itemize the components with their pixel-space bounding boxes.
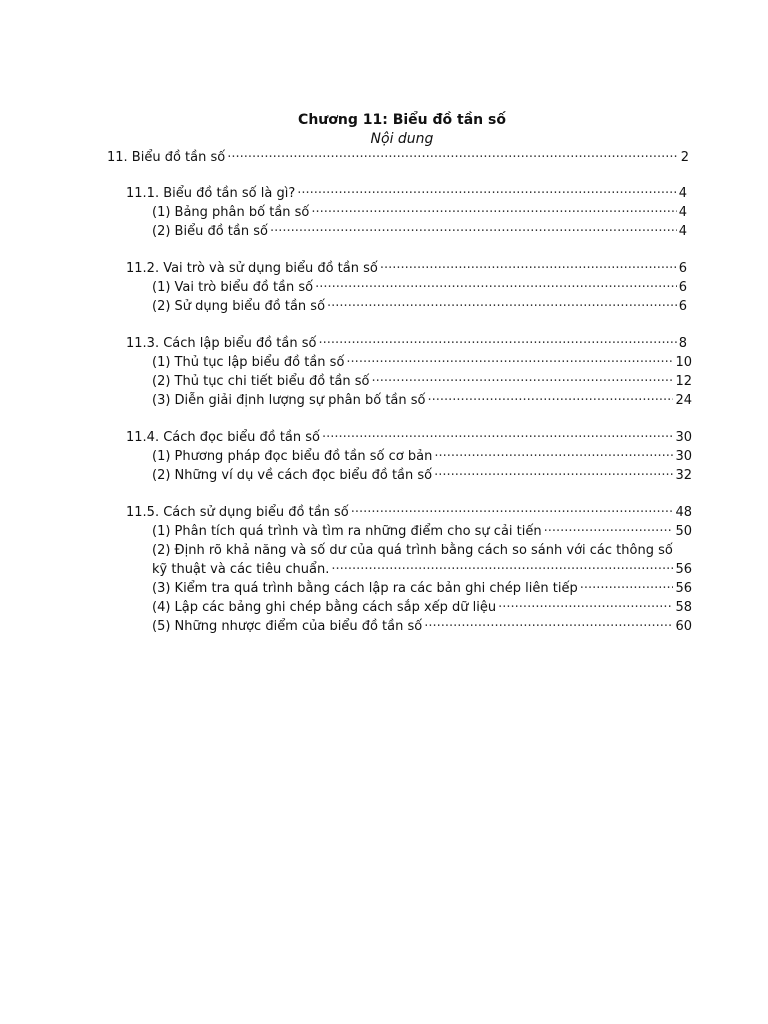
toc-page-number: 30 <box>675 449 692 464</box>
toc-entry-item[interactable] <box>152 522 692 541</box>
toc-entry-label: 11. Biểu đồ tần số <box>107 150 226 165</box>
toc-entry-item[interactable] <box>152 617 692 636</box>
toc-page-number: 10 <box>675 355 692 370</box>
toc-leader-dots <box>315 278 677 297</box>
toc-leader-dots <box>322 428 673 447</box>
toc-entry-item[interactable] <box>152 353 692 372</box>
toc-entry-section[interactable] <box>126 428 692 447</box>
toc-leader-dots <box>351 503 674 522</box>
toc-entry-item[interactable] <box>152 560 692 579</box>
toc-page-number: 4 <box>678 205 687 220</box>
toc-page-number: 6 <box>678 299 687 314</box>
toc-entry-label: 11.2. Vai trò và sử dụng biểu đồ tần số <box>126 261 378 276</box>
toc-entry-label: (1) Bảng phân bố tần số <box>152 205 310 220</box>
toc-leader-dots <box>270 222 677 241</box>
toc-leader-dots <box>424 617 673 636</box>
toc-entry-label: kỹ thuật và các tiêu chuẩn. <box>152 562 330 577</box>
toc-leader-dots <box>227 148 679 167</box>
toc-page-number: 50 <box>675 524 692 539</box>
toc-entry-item[interactable] <box>152 391 692 410</box>
toc-leader-dots <box>498 598 673 617</box>
toc-entry-item[interactable] <box>152 278 687 297</box>
toc-leader-dots <box>346 353 673 372</box>
toc-entry-label: (3) Kiểm tra quá trình bằng cách lập ra các bản ghi chép liên tiếp <box>152 581 578 596</box>
toc-entry-item[interactable] <box>152 466 692 485</box>
toc-entry-label: (1) Phương pháp đọc biểu đồ tần số cơ bản <box>152 449 433 464</box>
toc-entry-label: (4) Lập các bảng ghi chép bằng cách sắp xếp dữ liệu <box>152 600 497 615</box>
toc-page-number: 60 <box>675 619 692 634</box>
toc-entry-section[interactable] <box>126 503 692 522</box>
toc-leader-dots <box>434 447 673 466</box>
toc-entry-item[interactable] <box>152 579 692 598</box>
toc-entry-label: 11.4. Cách đọc biểu đồ tần số <box>126 430 320 445</box>
toc-page-number: 24 <box>675 393 692 408</box>
toc-page-number: 58 <box>675 600 692 615</box>
toc-entry-item[interactable] <box>152 203 687 222</box>
toc-page-number: 30 <box>675 430 692 445</box>
toc-leader-dots <box>331 560 673 579</box>
toc-page-number: 8 <box>678 336 687 351</box>
toc-entry-item[interactable] <box>152 598 692 617</box>
toc-page-number: 6 <box>678 280 687 295</box>
toc-page-number: 2 <box>680 150 689 165</box>
toc-entry-label: (1) Phân tích quá trình và tìm ra những điểm cho sự cải tiến <box>152 524 542 539</box>
toc-entry-label: (2) Biểu đồ tần số <box>152 224 268 239</box>
toc-page-number: 12 <box>675 374 692 389</box>
toc-entry-label: (2) Sử dụng biểu đồ tần số <box>152 299 326 314</box>
toc-leader-dots <box>327 297 677 316</box>
toc-leader-dots <box>311 203 676 222</box>
toc-page-number: 48 <box>675 505 692 520</box>
toc-entry-label: 11.3. Cách lập biểu đồ tần số <box>126 336 317 351</box>
toc-entry-label: (3) Diễn giải định lượng sự phân bố tần số <box>152 393 426 408</box>
chapter-title: Chương 11: Biểu đồ tần số <box>298 112 506 128</box>
toc-entry-label: 11.5. Cách sử dụng biểu đồ tần số <box>126 505 349 520</box>
toc-entry-label: (2) Thủ tục chi tiết biểu đồ tần số <box>152 374 370 389</box>
toc-entry-section[interactable] <box>126 184 687 203</box>
toc-entry-label: (2) Những ví dụ về cách đọc biểu đồ tần số <box>152 468 433 483</box>
toc-entry-section[interactable] <box>126 334 687 353</box>
toc-entry-item[interactable] <box>152 297 687 316</box>
toc-entry-main[interactable] <box>107 148 689 167</box>
toc-leader-dots <box>580 579 674 598</box>
toc-leader-dots <box>318 334 676 353</box>
toc-page-number: 32 <box>675 468 692 483</box>
toc-page-number: 56 <box>675 562 692 577</box>
toc-entry-item[interactable] <box>152 447 692 466</box>
toc-entry-label: (1) Vai trò biểu đồ tần số <box>152 280 314 295</box>
toc-leader-dots <box>297 184 677 203</box>
toc-page-number: 56 <box>675 581 692 596</box>
toc-page-number: 6 <box>678 261 687 276</box>
toc-entry-item[interactable] <box>152 222 687 241</box>
toc-leader-dots <box>544 522 674 541</box>
toc-leader-dots <box>428 391 674 410</box>
toc-entry-section[interactable] <box>126 259 687 278</box>
toc-heading: Nội dung <box>370 131 434 147</box>
toc-page-number: 4 <box>678 186 687 201</box>
toc-leader-dots <box>434 466 673 485</box>
toc-leader-dots <box>380 259 677 278</box>
toc-entry-label: (1) Thủ tục lập biểu đồ tần số <box>152 355 345 370</box>
toc-leader-dots <box>372 372 674 391</box>
toc-entry-label: (5) Những nhược điểm của biểu đồ tần số <box>152 619 423 634</box>
toc-entry-label-line1[interactable]: (2) Định rõ khả năng và số dư của quá trình bằng cách so sánh với các thông số <box>152 543 673 558</box>
toc-page-number: 4 <box>678 224 687 239</box>
toc-entry-label: 11.1. Biểu đồ tần số là gì? <box>126 186 296 201</box>
toc-entry-item[interactable] <box>152 372 692 391</box>
